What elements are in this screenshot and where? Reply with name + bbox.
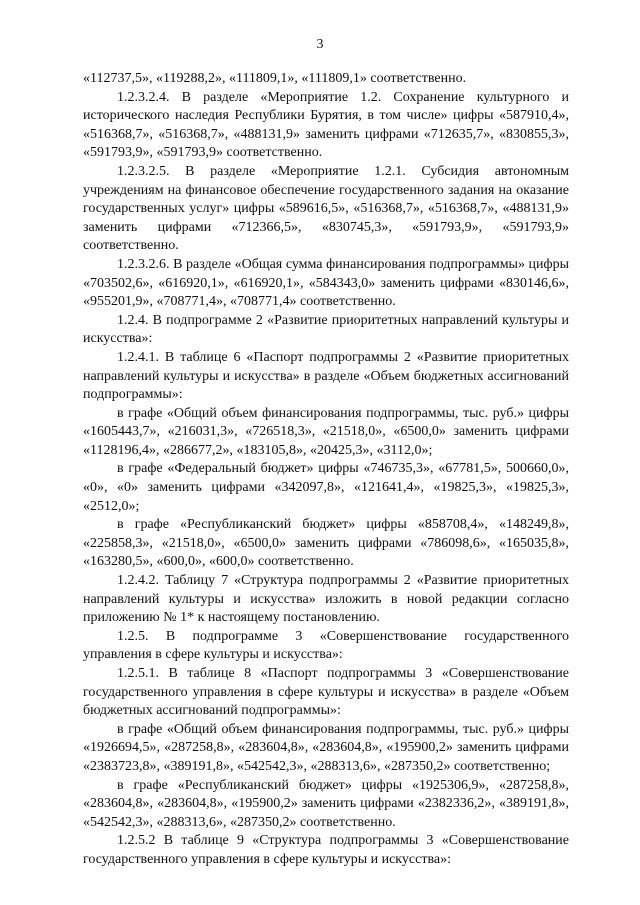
paragraph: 1.2.4.2. Таблицу 7 «Структура подпрограммы 2 «Развитие приоритетных направлений культуры и искусства» изложить в новой редакции согласно приложению № 1* к настоящему постановлению. (83, 573, 569, 626)
paragraph: в графе «Республиканский бюджет» цифры «1925306,9», «287258,8», «283604,8», «283604,8», «195900,2» заменить цифрами «2382336,2», «389191,8», «542542,3», «288313,6», «287350,2» соответственно. (83, 777, 569, 830)
paragraph: в графе «Общий объем финансирования подпрограммы, тыс. руб.» цифры «1926694,5», «287258,8», «283604,8», «283604,8», «195900,2» заменить цифрами «2383723,8», «389191,8», «542542,3», «288313,6», «287350,2» соответственно; (83, 721, 569, 774)
paragraph: 1.2.3.2.5. В разделе «Мероприятие 1.2.1. Субсидия автономным учреждениям на финансовое обеспечение государственного задания на оказание государственных услуг» цифры «589616,5», «516368,7», «516368,7», «488131,9» заменить цифрами «712366,5», «830745,3», «591793,9», «591793,9» соответственно. (83, 163, 569, 254)
paragraph: «112737,5», «119288,2», «111809,1», «111809,1» соответственно. (83, 71, 467, 86)
paragraph: 1.2.3.2.4. В разделе «Мероприятие 1.2. Сохранение культурного и исторического наследия Республики Бурятия, в том числе» цифры «587910,4», «516368,7», «516368,7», «488131,9» заменить цифрами «712635,7», «830855,3», «591793,9», «591793,9» соответственно. (83, 89, 569, 161)
paragraph: в графе «Общий объем финансирования подпрограммы, тыс. руб.» цифры «1605443,7», «216031,3», «726518,3», «21518,0», «6500,0» заменить цифрами «1128196,4», «286677,2», «183105,8», «20425,3», «3112,0»; (83, 405, 569, 458)
document-body (83, 70, 569, 870)
paragraph: в графе «Республиканский бюджет» цифры «858708,4», «148249,8», «225858,3», «21518,0», «6500,0» заменить цифрами «786098,6», «165035,8», «163280,5», «600,0», «600,0» соответственно. (83, 517, 569, 570)
paragraph: в графе «Федеральный бюджет» цифры «746735,3», «67781,5», 500660,0», «0», «0» заменить цифрами «342097,8», «121641,4», «19825,3», «19825,3», «2512,0»; (83, 461, 569, 514)
paragraph: 1.2.5.2 В таблице 9 «Структура подпрограммы 3 «Совершенствование государственного управления в сфере культуры и искусства»: (83, 833, 569, 867)
paragraph: 1.2.5. В подпрограмме 3 «Совершенствование государственного управления в сфере культуры и искусства»: (83, 628, 569, 663)
paragraph: 1.2.5.1. В таблице 8 «Паспорт подпрограммы 3 «Совершенствование государственного управления в сфере культуры и искусства» в разделе «Объем бюджетных ассигнований подпрограммы»: (83, 666, 569, 719)
paragraph: 1.2.3.2.6. В разделе «Общая сумма финансирования подпрограммы» цифры «703502,6», «616920,1», «616920,1», «584343,0» заменить цифрами «830146,6», «955201,9», «708771,4», «708771,4» соответственно. (83, 256, 569, 310)
paragraph: 1.2.4.1. В таблице 6 «Паспорт подпрограммы 2 «Развитие приоритетных направлений культуры и искусства» в разделе «Объем бюджетных ассигнований подпрограммы»: (83, 349, 569, 403)
paragraph: 1.2.4. В подпрограмме 2 «Развитие приоритетных направлений культуры и искусства»: (83, 312, 569, 347)
page-number: 3 (316, 37, 324, 52)
